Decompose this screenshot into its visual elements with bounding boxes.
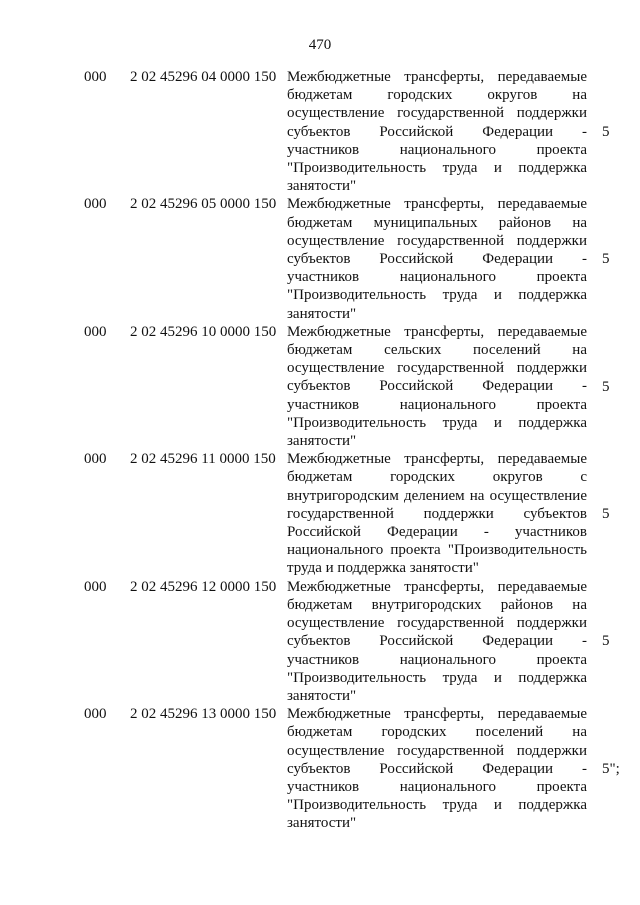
- kbk-code: 2 02 45296 13 0000 150: [130, 706, 277, 723]
- kbk-code: 2 02 45296 12 0000 150: [130, 578, 277, 595]
- norm-value: 5: [602, 378, 610, 395]
- row-description: Межбюджетные трансферты, передаваемые бюджетам городских округов с внутригородским делением на осуществление государственной поддержки субъектов Российской Федерации - участников национального проекта "Производительность труда и поддержка занятости": [287, 451, 587, 577]
- kbk-code: 2 02 45296 10 0000 150: [130, 323, 277, 340]
- row-description: Межбюджетные трансферты, передаваемые бюджетам сельских поселений на осуществление государственной поддержки субъектов Российской Федерации - участников национального проекта "Производительность труда и поддержка занятости": [287, 323, 587, 450]
- norm-value: 5: [602, 633, 610, 650]
- norm-value: 5: [602, 505, 610, 522]
- table-row: [0, 323, 640, 450]
- kbk-code: 2 02 45296 11 0000 150: [130, 451, 276, 468]
- table-row: [0, 578, 640, 705]
- admin-code: 000: [84, 323, 107, 340]
- norm-value: 5";: [602, 760, 620, 777]
- table-row: [0, 195, 640, 322]
- kbk-code: 2 02 45296 04 0000 150: [130, 69, 277, 85]
- budget-table: [0, 68, 640, 833]
- kbk-code: 2 02 45296 05 0000 150: [130, 196, 277, 213]
- admin-code: 000: [84, 196, 107, 213]
- admin-code: 000: [84, 578, 107, 595]
- admin-code: 000: [84, 451, 107, 468]
- admin-code: 000: [84, 69, 107, 85]
- page-number: 470: [308, 37, 332, 53]
- row-description: Межбюджетные трансферты, передаваемые бюджетам городских округов на осуществление государственной поддержки субъектов Российской Федерации - участников национального проекта "Производительность труда и поддержка занятости": [287, 69, 587, 195]
- row-description: Межбюджетные трансферты, передаваемые бюджетам городских поселений на осуществление государственной поддержки субъектов Российской Федерации - участников национального проекта "Производительность труда и поддержка занятости": [287, 706, 587, 832]
- norm-value: 5: [602, 251, 610, 268]
- table-row: [0, 705, 640, 832]
- row-description: Межбюджетные трансферты, передаваемые бюджетам внутригородских районов на осуществление государственной поддержки субъектов Российской Федерации - участников национального проекта "Производительность труда и поддержка занятости": [287, 578, 587, 704]
- row-description: Межбюджетные трансферты, передаваемые бюджетам муниципальных районов на осуществление государственной поддержки субъектов Российской Федерации - участников национального проекта "Производительность труда и поддержка занятости": [287, 196, 587, 322]
- table-row: [0, 450, 640, 577]
- admin-code: 000: [84, 706, 107, 723]
- table-row: [0, 68, 640, 195]
- norm-value: 5: [602, 123, 610, 140]
